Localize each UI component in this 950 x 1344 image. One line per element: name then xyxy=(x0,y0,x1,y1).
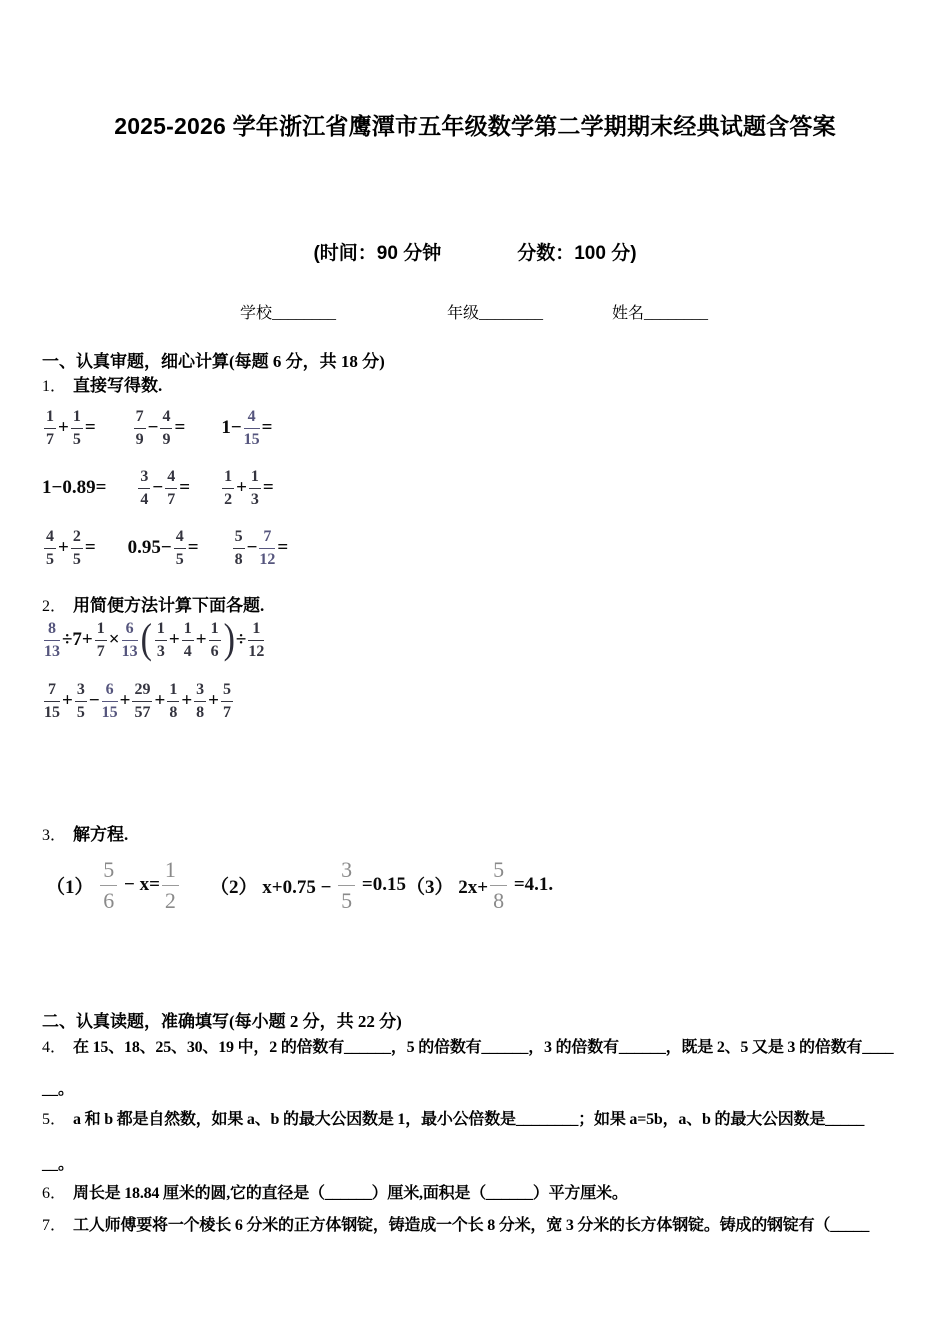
fraction xyxy=(100,856,117,913)
fraction-numerator: 6 xyxy=(102,682,118,702)
math-expression xyxy=(136,469,190,508)
fraction-numerator: 5 xyxy=(490,859,507,886)
fraction-numerator: 1 xyxy=(167,682,179,702)
fraction xyxy=(222,469,234,508)
math-text: = xyxy=(84,537,96,558)
school-blank: 学校________ xyxy=(240,305,337,322)
math-expression xyxy=(128,529,199,568)
simplify-expression-2 xyxy=(42,677,235,725)
math-expression xyxy=(42,409,96,448)
math-text: （2） x+0.75 − xyxy=(210,876,337,898)
math-expression xyxy=(42,682,235,721)
math-text: + xyxy=(119,690,131,711)
math-text: = xyxy=(261,417,273,438)
math-text: + xyxy=(208,690,219,711)
math-text: − xyxy=(246,537,258,558)
math-text: = xyxy=(277,537,289,558)
page-title: 2025-2026 学年浙江省鹰潭市五年级数学第二学期期末经典试题含答案 xyxy=(114,113,836,139)
fraction-numerator: 4 xyxy=(165,469,177,489)
big-paren-open: ( xyxy=(140,616,152,663)
equations-row xyxy=(0,850,950,920)
section2-heading: 二、认真读题，准确填写(每小题 2 分，共 22 分) xyxy=(42,1012,402,1031)
math-text: + xyxy=(58,537,69,558)
question5-line1 xyxy=(42,1106,864,1129)
question4-text: 在 15、18、25、30、19 中，2 的倍数有______，5 的倍数有______，3 的倍数有______，既是 2、5 又是 3 的倍数有____ xyxy=(73,1039,894,1056)
fraction-denominator: 15 xyxy=(243,430,260,448)
fraction xyxy=(160,409,172,448)
fraction-denominator: 5 xyxy=(72,550,81,568)
math-expression xyxy=(42,616,266,663)
question5-text: a 和 b 都是自然数，如果 a、b 的最大公因数是 1，最小公倍数是________；如果 a=5b，a、b 的最大公因数是_____ xyxy=(73,1111,865,1128)
math-text: = xyxy=(179,477,191,498)
fraction-denominator: 57 xyxy=(134,703,151,721)
math-expression xyxy=(221,409,272,448)
fraction xyxy=(182,621,194,660)
fraction-numerator: 1 xyxy=(209,621,221,641)
question7-number: 7． xyxy=(42,1217,67,1234)
fraction xyxy=(209,621,221,660)
fraction-denominator: 7 xyxy=(46,430,54,448)
fraction xyxy=(75,682,87,721)
fraction-denominator: 4 xyxy=(183,642,192,660)
fraction xyxy=(44,529,56,568)
math-text: + xyxy=(236,477,247,498)
fraction-numerator: 5 xyxy=(233,529,245,549)
math-text: = xyxy=(84,417,96,438)
equation-2 xyxy=(210,850,406,920)
fraction-numerator: 8 xyxy=(44,621,60,641)
question4-line1 xyxy=(42,1034,893,1057)
fraction-denominator: 2 xyxy=(164,887,176,913)
question6-line1 xyxy=(42,1180,628,1203)
fraction-denominator: 13 xyxy=(44,642,60,660)
big-paren-close: ) xyxy=(223,616,235,663)
fraction xyxy=(167,682,179,721)
fraction-numerator: 4 xyxy=(44,529,56,549)
fraction xyxy=(138,469,150,508)
fraction-denominator: 7 xyxy=(222,703,231,721)
fraction-denominator: 8 xyxy=(196,703,205,721)
fraction-denominator: 3 xyxy=(156,642,165,660)
fraction-numerator: 5 xyxy=(221,682,233,702)
fraction-denominator: 8 xyxy=(234,550,243,568)
math-text: 0.95− xyxy=(127,537,172,558)
fraction xyxy=(221,682,233,721)
fraction-denominator: 15 xyxy=(101,703,118,721)
math-text: 1−0.89= xyxy=(42,477,107,498)
grade-blank: 年级________ xyxy=(447,305,544,322)
math-text: + xyxy=(62,690,73,711)
math-text: + xyxy=(58,417,69,438)
fraction-numerator: 7 xyxy=(259,529,275,549)
math-text: − xyxy=(88,690,100,711)
fraction-numerator: 1 xyxy=(249,469,261,489)
math-expression xyxy=(231,529,289,568)
math-text: − x= xyxy=(119,874,160,895)
fraction-numerator: 1 xyxy=(155,621,167,641)
fraction-denominator: 8 xyxy=(493,887,505,913)
fraction-denominator: 12 xyxy=(248,642,265,660)
math-text: + xyxy=(154,690,166,711)
fraction-numerator: 3 xyxy=(138,469,150,489)
fraction xyxy=(44,682,60,721)
math-text: + xyxy=(181,690,193,711)
fraction xyxy=(259,529,275,568)
math-text: = xyxy=(187,537,199,558)
fraction-numerator: 4 xyxy=(244,409,260,429)
question1-title: 直接写得数. xyxy=(73,376,163,395)
fraction-numerator: 1 xyxy=(162,859,179,886)
math-text: + xyxy=(168,629,180,650)
fraction xyxy=(132,682,152,721)
fraction-numerator: 3 xyxy=(194,682,206,702)
fraction-denominator: 13 xyxy=(121,642,138,660)
fraction-denominator: 9 xyxy=(135,430,144,448)
exam-time-score-line: (时间：90 分钟 分数：100 分) xyxy=(313,243,637,264)
fraction-numerator: 2 xyxy=(71,529,83,549)
math-expression xyxy=(220,469,274,508)
fraction-numerator: 29 xyxy=(132,682,152,702)
fraction-denominator: 12 xyxy=(259,550,276,568)
fraction-denominator: 5 xyxy=(46,550,54,568)
fraction-numerator: 1 xyxy=(222,469,234,489)
fraction xyxy=(490,856,507,913)
equation-1 xyxy=(46,850,181,920)
fraction xyxy=(244,409,260,448)
math-text: 1− xyxy=(221,417,242,438)
math-text: × xyxy=(108,629,120,650)
question4-number: 4． xyxy=(42,1039,67,1056)
question7-text: 工人师傅要将一个棱长 6 分米的正方体钢锭，铸造成一个长 8 分米，宽 3 分米的长方体钢锭。铸成的钢锭有（_____ xyxy=(73,1217,870,1234)
fraction xyxy=(95,621,107,660)
name-blank: 姓名________ xyxy=(612,305,709,322)
question4-line2: __。 xyxy=(42,1081,75,1098)
fraction-numerator: 1 xyxy=(71,409,83,429)
fraction-numerator: 1 xyxy=(95,621,107,641)
question7-line1 xyxy=(42,1212,869,1235)
fraction-denominator: 5 xyxy=(175,550,184,568)
fraction-numerator: 5 xyxy=(100,859,117,886)
question5-line2: __。 xyxy=(42,1156,75,1173)
math-text: ÷7+ xyxy=(62,629,93,650)
fraction-numerator: 3 xyxy=(75,682,87,702)
math-text: = xyxy=(262,477,274,498)
fraction-denominator: 6 xyxy=(103,887,115,913)
fraction xyxy=(71,529,83,568)
math-text: =0.15 xyxy=(357,874,406,895)
fraction xyxy=(338,856,355,913)
fraction-denominator: 9 xyxy=(162,430,171,448)
fraction-denominator: 15 xyxy=(44,703,60,721)
fraction xyxy=(248,621,264,660)
fraction-denominator: 2 xyxy=(224,490,233,508)
question2-number: 2． xyxy=(42,598,67,615)
math-expression xyxy=(42,529,96,568)
question5-number: 5． xyxy=(42,1111,67,1128)
fraction-denominator: 8 xyxy=(169,703,178,721)
section1-heading: 一、认真审题，细心计算(每题 6 分，共 18 分) xyxy=(42,352,385,371)
fraction-denominator: 7 xyxy=(96,642,105,660)
fraction-numerator: 1 xyxy=(248,621,264,641)
question3-heading xyxy=(42,820,128,845)
fraction-numerator: 3 xyxy=(338,859,355,886)
fraction xyxy=(194,682,206,721)
calc-row-1 xyxy=(42,402,272,454)
fraction-numerator: 4 xyxy=(160,409,172,429)
fraction xyxy=(71,409,83,448)
fraction-numerator: 7 xyxy=(134,409,146,429)
calc-row-3 xyxy=(42,522,288,574)
question6-text: 周长是 18.84 厘米的圆,它的直径是（______）厘米,面积是（______）平方厘米。 xyxy=(73,1185,628,1202)
fraction-numerator: 6 xyxy=(122,621,138,641)
fraction xyxy=(122,621,138,660)
fraction-denominator: 4 xyxy=(140,490,149,508)
fraction-denominator: 3 xyxy=(250,490,259,508)
fraction-denominator: 7 xyxy=(167,490,176,508)
math-text: − xyxy=(152,477,164,498)
fraction-numerator: 7 xyxy=(44,682,60,702)
fraction xyxy=(162,856,179,913)
fraction xyxy=(155,621,167,660)
fraction-denominator: 5 xyxy=(72,430,81,448)
math-expression xyxy=(132,409,186,448)
simplify-expression-1 xyxy=(42,612,266,668)
question2-title: 用简便方法计算下面各题. xyxy=(73,596,265,615)
fraction-numerator: 1 xyxy=(44,409,56,429)
fraction-numerator: 1 xyxy=(182,621,194,641)
fraction xyxy=(249,469,261,508)
fraction xyxy=(174,529,186,568)
question1-number: 1． xyxy=(42,378,67,395)
math-expression xyxy=(42,477,106,499)
math-text: + xyxy=(195,629,207,650)
calc-row-2 xyxy=(42,462,274,514)
fraction xyxy=(44,621,60,660)
math-text: （3） 2x+ xyxy=(406,876,489,898)
fraction xyxy=(233,529,245,568)
math-text: − xyxy=(147,417,159,438)
math-text: = xyxy=(174,417,186,438)
equation-3 xyxy=(406,850,553,920)
question6-number: 6． xyxy=(42,1185,67,1202)
fraction-denominator: 5 xyxy=(76,703,85,721)
fraction xyxy=(44,409,56,448)
question3-number: 3． xyxy=(42,827,67,844)
fraction-denominator: 6 xyxy=(210,642,219,660)
math-text: =4.1. xyxy=(509,874,554,895)
question3-title: 解方程. xyxy=(73,825,129,844)
math-text: （1） xyxy=(46,876,99,898)
fraction xyxy=(165,469,177,508)
fraction xyxy=(102,682,118,721)
fraction-numerator: 4 xyxy=(174,529,186,549)
fraction xyxy=(134,409,146,448)
math-text: ÷ xyxy=(235,629,247,650)
fraction-denominator: 5 xyxy=(341,887,353,913)
question1-heading xyxy=(42,371,162,396)
